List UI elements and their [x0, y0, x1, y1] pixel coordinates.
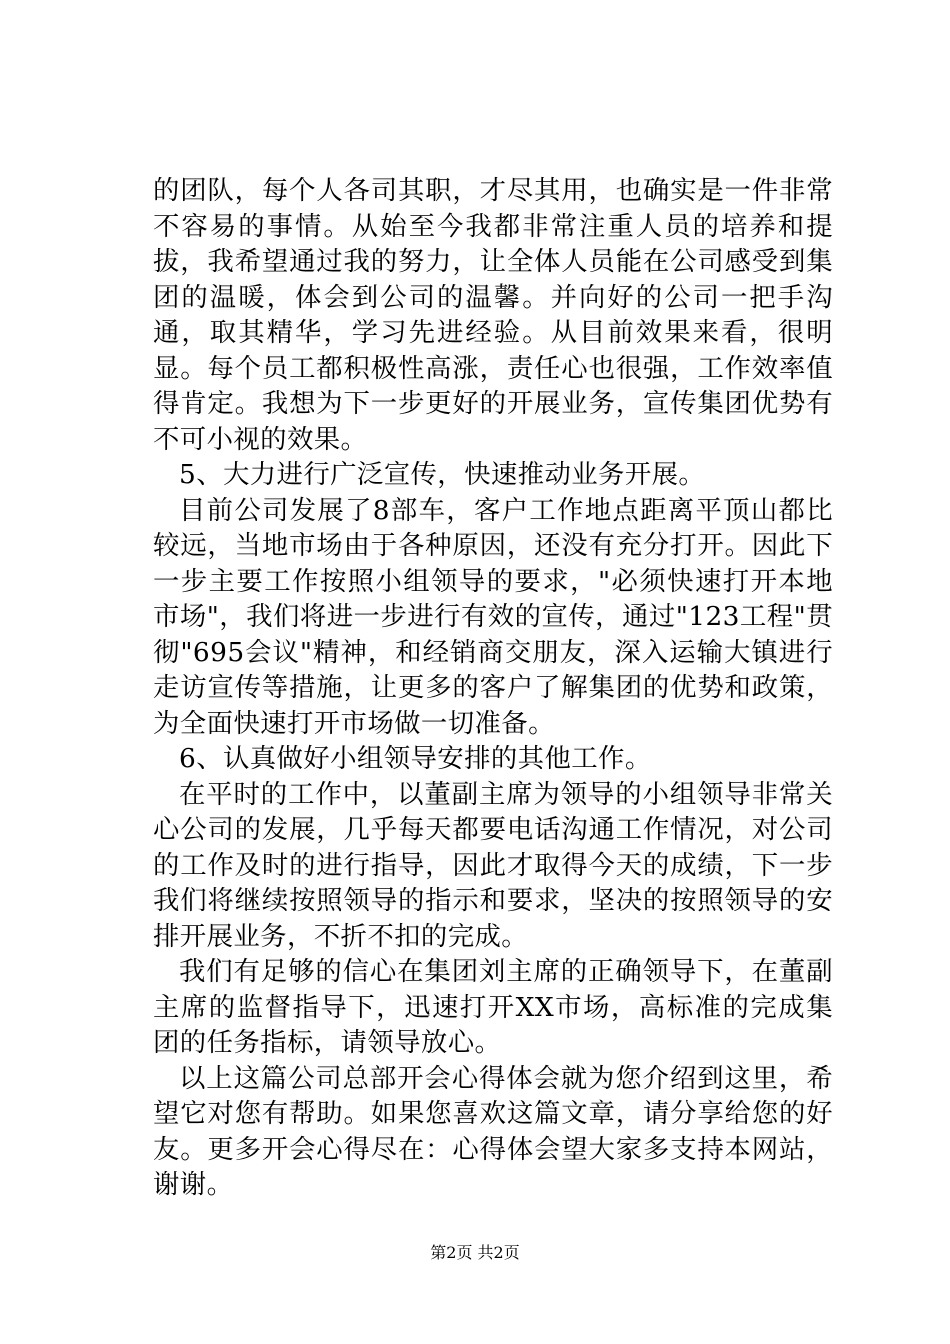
document-body [153, 173, 833, 1203]
paragraph-5: 在平时的工作中，以董副主席为领导的小组领导非常关心公司的发展，几乎每天都要电话沟通工作情况，对公司的工作及时的进行指导，因此才取得今天的成绩，下一步我们将继续按照领导的指示和要求，坚决的按照领导的安排开展业务，不折不扣的完成。 [153, 778, 833, 952]
paragraph-1: 的团队，每个人各司其职，才尽其用，也确实是一件非常不容易的事情。从始至今我都非常注重人员的培养和提拔，我希望通过我的努力，让全体人员能在公司感受到集团的温暖，体会到公司的温馨。并向好的公司一把手沟通，取其精华，学习先进经验。从目前效果来看，很明显。每个员工都积极性高涨，责任心也很强，工作效率值得肯定。我想为下一步更好的开展业务，宣传集团优势有不可小视的效果。 [153, 175, 833, 455]
paragraph-4-heading: 6、认真做好小组领导安排的其他工作。 [179, 743, 652, 774]
paragraph-3: 目前公司发展了8部车，客户工作地点距离平顶山都比较远，当地市场由于各种原因，还没有充分打开。因此下一步主要工作按照小组领导的要求，"必须快速打开本地市场"，我们将进一步进行有效的宣传，通过"123工程"贯彻"695会议"精神，和经销商交朋友，深入运输大镇进行走访宣传等措施，让更多的客户了解集团的优势和政策，为全面快速打开市场做一切准备。 [153, 494, 833, 739]
page-number-label: 第2页 共2页 [430, 1243, 520, 1262]
page-footer [0, 1242, 950, 1264]
paragraph-2-heading: 5、大力进行广泛宣传，快速推动业务开展。 [179, 459, 706, 490]
paragraph-7: 以上这篇公司总部开会心得体会就为您介绍到这里，希望它对您有帮助。如果您喜欢这篇文章，请分享给您的好友。更多开会心得尽在：心得体会望大家多支持本网站，谢谢。 [153, 1062, 833, 1200]
paragraph-6: 我们有足够的信心在集团刘主席的正确领导下，在董副主席的监督指导下，迅速打开XX市场，高标准的完成集团的任务指标，请领导放心。 [153, 956, 833, 1058]
